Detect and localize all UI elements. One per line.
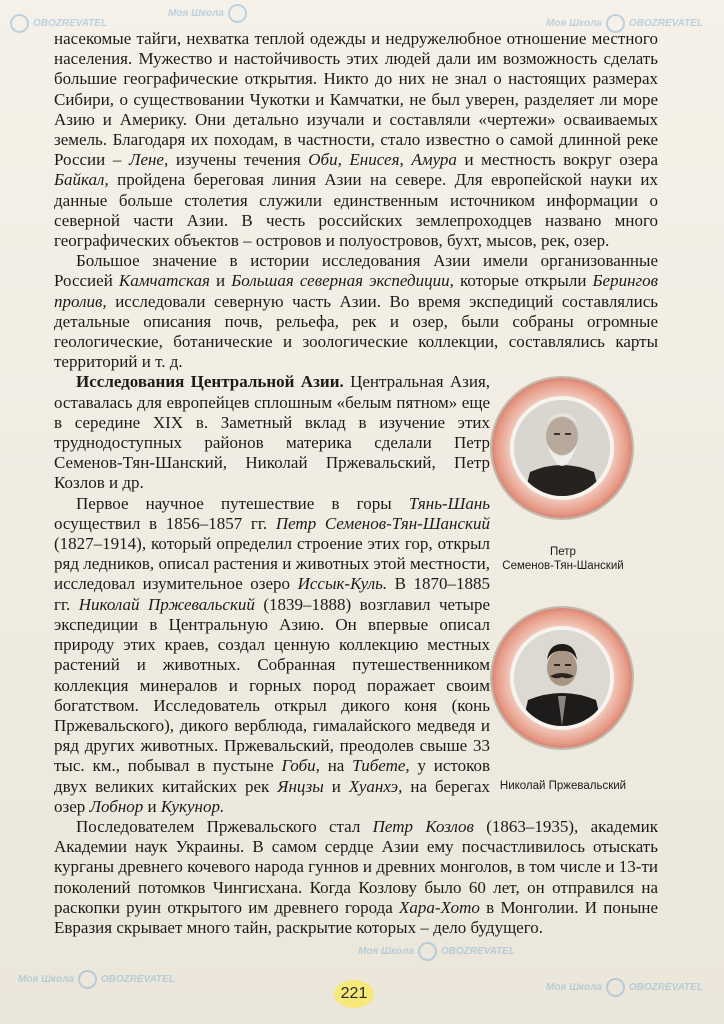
text-run: (1863–1935), академик Академии наук Украины. В самом сердце Азии ему посчастливилось отыскать курганы древнего кочевого народа гуннов и древних монголов, в том числе и 13-ти поколений потомков Чингисхана. Когда Козлову было 60 лет, он отправился на раскопки руин открытого им древнего города [54,816,658,917]
text-run: которые открыли [460,271,587,291]
watermark-text: Моя Школа [546,18,602,30]
text-run: Последователем Пржевальского стал [76,816,361,836]
watermark-text: Моя Школа [358,946,414,958]
text-run: изучены течения [175,150,301,170]
text-run-italic: Кукунор. [160,796,225,816]
text-run: пройдена береговая линия Азии на севере. Для европейской науки их данные больше столетия служили единственным источником информации о северной части Азии. В честь российских землепроходцев названо много географических объектов – островов и полуостровов, бухт, мысов, рек, озер. [54,170,658,251]
text-run: Большое значение в истории исследования Азии имели организованные Россией [54,251,658,291]
text-run-italic: Хара-Хото [399,897,480,917]
mustached-man-icon [514,630,610,726]
paragraph-kozlov [54,817,658,938]
watermark-text: OBOZREVATEL [628,18,703,30]
text-run: и [331,776,341,796]
text-run: насекомые тайги, нехватка теплой одежды и недружелюбное отношение местного населения. Мужество и настойчивость этих людей дали им возможность сделать большие географические открытия. Никто до них не знал о настоящих размерах Сибири, о существовании Чукотки и Камчатки, не был уверен, разделяет ли море Азию и Америку. Они детально изучали и составляли «чертежи» осваиваемых земель. Благодаря их походам, в частности, стало известно о самой длинной реке России – [54,29,658,170]
caption-line: Николай Пржевальский [499,780,627,792]
paragraph-siberia [54,29,658,251]
text-run: и [147,796,157,816]
text-run-italic: Тянь-Шань [408,493,490,513]
text-run: на [327,756,345,776]
text-run: (1827–1914), который определил строение этих гор, открыл ряд ледников, описал растения и животных этой местности, исследовал изумительное озеро [54,534,490,594]
text-run: Первое научное путешествие в горы [76,493,392,513]
portrait-caption-semenov [478,545,648,573]
bearded-man-icon [514,400,610,496]
text-run-italic: Оби, Енисея, Амура [308,150,457,170]
text-run: у истоков двух великих китайских рек [54,756,491,796]
text-run-italic: Янцзы [277,776,324,796]
text-run: в Монголии. И поныне Евразия скрывает много тайн, раскрытие которых – дело будущего. [54,897,659,937]
portrait-photo [514,400,610,496]
portrait-przhevalsky [492,608,632,748]
text-run: (1839–1888) возглавил четыре экспедиции в Центральную Азию. Он впервые описал природу этих краев, создал ценную коллекцию местных растений и животных. Собранная путешественником коллекция минералов и горных пород поражает своим богатством. Исследователь открыл дикого коня (конь Пржевальского), дикого верблюда, гималайского медведя и ряд других животных. Пржевальский, преодолев свыше 33 тыс. км., побывал в пустыне [54,594,490,776]
text-run: исследовали северную часть Азии. Во время экспедиций составлялись детальные описания почв, рельефа, рек и озер, были собраны огромные геологические, ботанические и зоологические коллекции, составлялись карты территорий и т. д. [54,291,659,372]
watermark-text: Моя Школа [168,8,224,20]
text-run-italic: Петр Семенов-Тян-Шанский [275,513,490,533]
text-run: осуществил в 1856–1857 гг. [54,513,268,533]
text-run: и [216,271,226,291]
text-run: и местность вокруг озера [464,150,659,170]
text-run-italic: Хуанхэ, [348,776,403,796]
paragraph-expeditions [54,251,658,372]
text-run-italic: Байкал, [54,170,109,190]
text-run-italic: Лене, [128,150,169,170]
text-run-italic: Камчатская [118,271,210,291]
text-run-italic: Петр Козлов [372,816,474,836]
watermark-text: Моя Школа [546,982,602,994]
watermark-text: OBOZREVATEL [440,946,515,958]
watermark-text: Моя Школа [18,974,74,986]
page-number: 221 [334,980,374,1008]
watermark-text: OBOZREVATEL [33,18,108,30]
text-run-italic: Гоби, [281,756,320,776]
section-heading: Исследования Центральной Азии. [76,372,344,392]
portrait-caption-przhevalsky [478,779,648,793]
text-run: на берегах озер [54,776,491,816]
caption-line: Семенов-Тян-Шанский [502,560,624,572]
portrait-photo [514,630,610,726]
text-run-italic: Берингов пролив, [54,271,659,311]
watermark-text: OBOZREVATEL [628,982,703,994]
portrait-semenov [492,378,632,518]
text-run-italic: Николай Пржевальский [78,594,255,614]
text-run-italic: Иссык-Куль. [297,574,388,594]
caption-line: Петр [550,546,576,558]
text-run: Центральная Азия, оставалась для европейцев сплошным «белым пятном» еще в середине XIX в. Заметный вклад в изучение этих труднодоступных районов материка сделали Петр Семенов-Тян-Шанский, Николай Пржевальский, Петр Козлов и др. [54,372,491,493]
watermark-text: OBOZREVATEL [100,974,175,986]
text-run-italic: Лобнор [89,796,144,816]
text-run: В 1870–1885 гг. [54,574,490,614]
text-run-italic: Тибете, [352,756,410,776]
text-run-italic: Большая северная экспедиции, [231,271,454,291]
